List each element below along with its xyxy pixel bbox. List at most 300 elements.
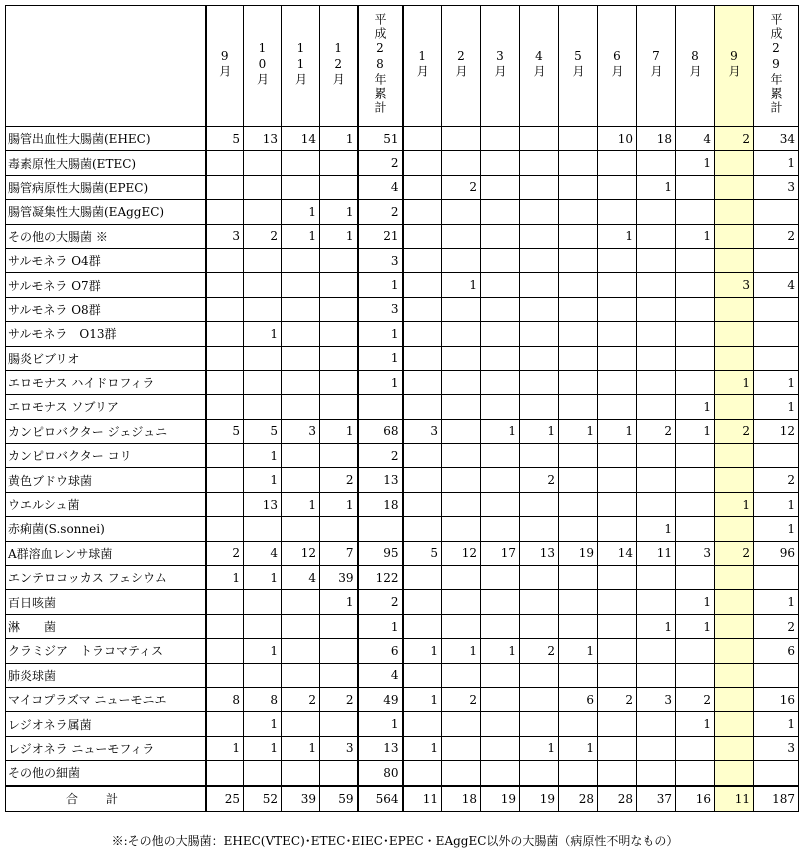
count-cell — [676, 346, 715, 370]
count-cell: 4 — [244, 541, 282, 565]
count-cell — [481, 614, 520, 638]
count-cell — [442, 492, 481, 516]
table-row — [6, 492, 799, 516]
count-cell — [676, 639, 715, 663]
count-cell: 13 — [358, 468, 403, 492]
count-cell — [244, 346, 282, 370]
count-cell: 52 — [244, 786, 282, 812]
count-cell: 13 — [358, 736, 403, 760]
count-cell — [481, 468, 520, 492]
count-cell: 7 — [320, 541, 358, 565]
count-cell: 1 — [637, 175, 676, 199]
count-cell — [637, 224, 676, 248]
count-cell: 28 — [598, 786, 637, 812]
count-cell: 2 — [282, 687, 320, 711]
count-cell — [481, 370, 520, 394]
organism-name: 腸管凝集性大腸菌(EAggEC) — [6, 200, 206, 224]
count-cell — [754, 761, 799, 786]
count-cell: 2 — [320, 687, 358, 711]
count-cell — [403, 273, 442, 297]
count-cell — [206, 663, 244, 687]
count-cell — [282, 297, 320, 321]
count-cell: 1 — [676, 395, 715, 419]
count-cell: 2 — [715, 127, 754, 151]
count-cell — [520, 712, 559, 736]
count-cell — [676, 736, 715, 760]
column-header — [598, 6, 637, 127]
count-cell — [598, 175, 637, 199]
count-cell — [244, 200, 282, 224]
count-cell — [637, 248, 676, 272]
count-cell — [715, 248, 754, 272]
count-cell: 1 — [481, 419, 520, 443]
table-row — [6, 736, 799, 760]
count-cell — [320, 297, 358, 321]
count-cell: 564 — [358, 786, 403, 812]
count-cell: 1 — [598, 224, 637, 248]
count-cell: 2 — [358, 200, 403, 224]
count-cell — [206, 590, 244, 614]
count-cell: 1 — [715, 370, 754, 394]
count-cell: 39 — [282, 786, 320, 812]
count-cell — [481, 492, 520, 516]
header-corner-cell — [6, 6, 206, 127]
table-body — [6, 127, 799, 812]
count-cell — [481, 712, 520, 736]
count-cell — [520, 517, 559, 541]
count-cell — [481, 224, 520, 248]
count-cell — [559, 712, 598, 736]
count-cell: 2 — [442, 687, 481, 711]
count-cell — [358, 395, 403, 419]
table-row — [6, 224, 799, 248]
count-cell: 3 — [358, 297, 403, 321]
count-cell: 1 — [403, 687, 442, 711]
count-cell: 1 — [754, 590, 799, 614]
column-header-label: 10月 — [255, 41, 270, 87]
count-cell — [520, 590, 559, 614]
organism-name: その他の大腸菌 ※ — [6, 224, 206, 248]
count-cell — [403, 297, 442, 321]
count-cell: 1 — [282, 492, 320, 516]
column-header-label: 4月 — [532, 49, 546, 79]
count-cell: 1 — [559, 736, 598, 760]
count-cell — [598, 200, 637, 224]
count-cell — [598, 614, 637, 638]
header-row — [6, 6, 799, 127]
count-cell — [481, 395, 520, 419]
column-header-label: 3月 — [493, 49, 507, 79]
count-cell — [206, 322, 244, 346]
count-cell — [206, 395, 244, 419]
count-cell — [481, 151, 520, 175]
organism-name: サルモネラ O13群 — [6, 322, 206, 346]
count-cell — [715, 151, 754, 175]
table-row — [6, 541, 799, 565]
count-cell: 12 — [282, 541, 320, 565]
table-row — [6, 127, 799, 151]
count-cell — [559, 468, 598, 492]
count-cell — [481, 346, 520, 370]
count-cell — [442, 151, 481, 175]
count-cell — [320, 273, 358, 297]
count-cell: 19 — [559, 541, 598, 565]
count-cell — [358, 517, 403, 541]
count-cell — [320, 346, 358, 370]
table-row — [6, 200, 799, 224]
count-cell — [520, 687, 559, 711]
table-row — [6, 419, 799, 443]
column-header-label: 5月 — [571, 49, 585, 79]
count-cell: 5 — [244, 419, 282, 443]
count-cell — [559, 614, 598, 638]
column-header — [244, 6, 282, 127]
count-cell: 28 — [559, 786, 598, 812]
count-cell: 1 — [320, 590, 358, 614]
organism-name: 肺炎球菌 — [6, 663, 206, 687]
count-cell — [244, 590, 282, 614]
count-cell: 1 — [598, 419, 637, 443]
count-cell — [403, 200, 442, 224]
count-cell — [598, 297, 637, 321]
count-cell — [520, 370, 559, 394]
count-cell: 1 — [559, 419, 598, 443]
count-cell — [598, 590, 637, 614]
count-cell — [598, 492, 637, 516]
count-cell — [481, 248, 520, 272]
count-cell — [559, 127, 598, 151]
count-cell: 3 — [358, 248, 403, 272]
count-cell — [598, 663, 637, 687]
count-cell: 1 — [320, 419, 358, 443]
table-row — [6, 566, 799, 590]
count-cell — [637, 663, 676, 687]
count-cell — [715, 712, 754, 736]
column-header-label: 1月 — [415, 49, 430, 79]
organism-name: カンピロバクター コリ — [6, 444, 206, 468]
count-cell: 2 — [358, 151, 403, 175]
count-cell — [320, 322, 358, 346]
column-header — [403, 6, 442, 127]
count-cell: 1 — [676, 419, 715, 443]
column-header-label: 2月 — [454, 49, 468, 79]
count-cell — [403, 444, 442, 468]
count-cell: 1 — [244, 322, 282, 346]
count-cell: 2 — [637, 419, 676, 443]
count-cell: 2 — [754, 224, 799, 248]
count-cell: 1 — [282, 736, 320, 760]
table-row — [6, 687, 799, 711]
column-header — [637, 6, 676, 127]
count-cell — [637, 761, 676, 786]
count-cell — [206, 444, 244, 468]
total-label: 合 計 — [6, 786, 206, 812]
count-cell — [282, 370, 320, 394]
count-cell: 1 — [358, 273, 403, 297]
count-cell — [598, 151, 637, 175]
column-header — [320, 6, 358, 127]
organism-name: カンピロバクター ジェジュニ — [6, 419, 206, 443]
count-cell — [637, 151, 676, 175]
count-cell — [403, 468, 442, 492]
count-cell — [520, 566, 559, 590]
count-cell — [403, 151, 442, 175]
count-cell: 1 — [244, 736, 282, 760]
column-header-label: 12月 — [331, 41, 346, 87]
count-cell: 19 — [481, 786, 520, 812]
count-cell — [715, 322, 754, 346]
count-cell — [637, 370, 676, 394]
count-cell — [715, 687, 754, 711]
column-header-label: 9月 — [217, 49, 232, 79]
count-cell — [637, 200, 676, 224]
count-cell — [676, 663, 715, 687]
count-cell: 1 — [442, 639, 481, 663]
count-cell — [598, 736, 637, 760]
count-cell — [598, 395, 637, 419]
column-header-label: 平成29年累計 — [769, 13, 783, 115]
count-cell — [520, 224, 559, 248]
count-cell — [520, 663, 559, 687]
count-cell — [442, 224, 481, 248]
count-cell — [637, 273, 676, 297]
count-cell — [442, 566, 481, 590]
count-cell: 16 — [754, 687, 799, 711]
count-cell — [481, 297, 520, 321]
count-cell — [320, 517, 358, 541]
count-cell: 21 — [358, 224, 403, 248]
count-cell: 2 — [206, 541, 244, 565]
count-cell — [282, 151, 320, 175]
count-cell: 2 — [244, 224, 282, 248]
count-cell — [520, 127, 559, 151]
count-cell: 13 — [244, 492, 282, 516]
count-cell: 1 — [403, 639, 442, 663]
count-cell — [637, 639, 676, 663]
count-cell: 1 — [320, 200, 358, 224]
count-cell: 1 — [676, 614, 715, 638]
count-cell: 3 — [282, 419, 320, 443]
count-cell — [403, 590, 442, 614]
count-cell: 68 — [358, 419, 403, 443]
count-cell: 1 — [320, 224, 358, 248]
count-cell — [676, 322, 715, 346]
count-cell — [320, 395, 358, 419]
count-cell: 1 — [637, 614, 676, 638]
table-row — [6, 395, 799, 419]
column-header-label: 平成28年累計 — [373, 13, 387, 115]
count-cell: 4 — [358, 663, 403, 687]
count-cell — [206, 346, 244, 370]
count-cell: 16 — [676, 786, 715, 812]
count-cell: 18 — [637, 127, 676, 151]
column-header — [559, 6, 598, 127]
count-cell — [206, 761, 244, 786]
organism-name: エンテロコッカス フェシウム — [6, 566, 206, 590]
count-cell — [320, 444, 358, 468]
count-cell — [282, 444, 320, 468]
count-cell — [676, 444, 715, 468]
count-cell: 1 — [403, 736, 442, 760]
footnote: ※:その他の大腸菌：EHEC(VTEC)･ETEC･EIEC･EPEC・EAggEC以外の大腸菌（病原性不明なもの） — [111, 834, 679, 848]
count-cell: 1 — [320, 127, 358, 151]
table-row — [6, 761, 799, 786]
count-cell — [754, 200, 799, 224]
count-cell — [715, 395, 754, 419]
count-cell — [206, 200, 244, 224]
count-cell: 2 — [320, 468, 358, 492]
count-cell: 3 — [637, 687, 676, 711]
count-cell: 1 — [676, 590, 715, 614]
count-cell: 1 — [358, 370, 403, 394]
table-row — [6, 444, 799, 468]
count-cell — [676, 761, 715, 786]
count-cell: 12 — [442, 541, 481, 565]
count-cell — [320, 761, 358, 786]
table-row — [6, 370, 799, 394]
count-cell — [637, 712, 676, 736]
count-cell — [206, 614, 244, 638]
count-cell: 1 — [754, 492, 799, 516]
count-cell — [282, 248, 320, 272]
organism-name: クラミジア トラコマティス — [6, 639, 206, 663]
count-cell — [206, 273, 244, 297]
bacteria-count-table — [5, 5, 799, 812]
count-cell — [754, 322, 799, 346]
organism-name: 腸炎ビブリオ — [6, 346, 206, 370]
count-cell — [637, 492, 676, 516]
organism-name: 毒素原性大腸菌(ETEC) — [6, 151, 206, 175]
count-cell: 80 — [358, 761, 403, 786]
count-cell — [244, 370, 282, 394]
count-cell — [559, 200, 598, 224]
count-cell — [403, 492, 442, 516]
count-cell — [403, 614, 442, 638]
count-cell: 1 — [282, 224, 320, 248]
count-cell: 1 — [754, 395, 799, 419]
count-cell — [206, 517, 244, 541]
count-cell — [754, 444, 799, 468]
organism-name: サルモネラ O4群 — [6, 248, 206, 272]
count-cell — [320, 712, 358, 736]
count-cell — [206, 639, 244, 663]
count-cell — [676, 370, 715, 394]
column-header — [358, 6, 403, 127]
count-cell: 34 — [754, 127, 799, 151]
count-cell: 3 — [754, 175, 799, 199]
count-cell — [676, 297, 715, 321]
count-cell — [637, 444, 676, 468]
count-cell — [403, 663, 442, 687]
count-cell — [520, 346, 559, 370]
count-cell — [442, 248, 481, 272]
count-cell — [520, 175, 559, 199]
count-cell — [244, 175, 282, 199]
organism-name: エロモナス ハイドロフィラ — [6, 370, 206, 394]
count-cell: 11 — [637, 541, 676, 565]
count-cell — [559, 444, 598, 468]
count-cell: 1 — [358, 322, 403, 346]
count-cell — [520, 444, 559, 468]
count-cell — [442, 419, 481, 443]
count-cell: 3 — [676, 541, 715, 565]
count-cell: 3 — [715, 273, 754, 297]
count-cell: 49 — [358, 687, 403, 711]
count-cell — [442, 663, 481, 687]
count-cell — [282, 346, 320, 370]
count-cell: 51 — [358, 127, 403, 151]
table-row — [6, 468, 799, 492]
count-cell — [320, 639, 358, 663]
count-cell — [282, 712, 320, 736]
count-cell: 4 — [754, 273, 799, 297]
count-cell — [442, 590, 481, 614]
count-cell — [403, 346, 442, 370]
count-cell — [320, 614, 358, 638]
count-cell: 3 — [754, 736, 799, 760]
count-cell — [481, 663, 520, 687]
count-cell — [481, 322, 520, 346]
count-cell — [637, 590, 676, 614]
organism-name: 腸管病原性大腸菌(EPEC) — [6, 175, 206, 199]
count-cell — [754, 346, 799, 370]
count-cell: 1 — [520, 419, 559, 443]
table-row — [6, 639, 799, 663]
count-cell — [282, 614, 320, 638]
count-cell: 3 — [403, 419, 442, 443]
count-cell: 1 — [715, 492, 754, 516]
count-cell: 1 — [754, 712, 799, 736]
count-cell — [559, 175, 598, 199]
organism-name: レジオネラ ニューモフィラ — [6, 736, 206, 760]
count-cell — [244, 614, 282, 638]
table-row — [6, 151, 799, 175]
organism-name: A群溶血レンサ球菌 — [6, 541, 206, 565]
count-cell — [282, 468, 320, 492]
count-cell: 1 — [676, 151, 715, 175]
count-cell — [282, 590, 320, 614]
count-cell: 1 — [754, 517, 799, 541]
count-cell: 1 — [244, 712, 282, 736]
count-cell — [715, 761, 754, 786]
count-cell — [403, 248, 442, 272]
count-cell — [715, 736, 754, 760]
count-cell: 5 — [206, 419, 244, 443]
count-cell: 19 — [520, 786, 559, 812]
count-cell — [637, 297, 676, 321]
count-cell — [403, 175, 442, 199]
count-cell — [442, 614, 481, 638]
count-cell: 1 — [358, 712, 403, 736]
count-cell — [520, 761, 559, 786]
count-cell: 187 — [754, 786, 799, 812]
count-cell: 6 — [358, 639, 403, 663]
count-cell — [244, 517, 282, 541]
count-cell: 11 — [715, 786, 754, 812]
count-cell — [598, 712, 637, 736]
column-header-label: 7月 — [649, 49, 663, 79]
count-cell — [598, 370, 637, 394]
table-row — [6, 614, 799, 638]
report-table-wrapper — [5, 5, 799, 812]
count-cell — [676, 517, 715, 541]
table-row — [6, 517, 799, 541]
count-cell — [754, 566, 799, 590]
count-cell — [244, 151, 282, 175]
count-cell — [206, 248, 244, 272]
column-header — [715, 6, 754, 127]
count-cell — [481, 127, 520, 151]
